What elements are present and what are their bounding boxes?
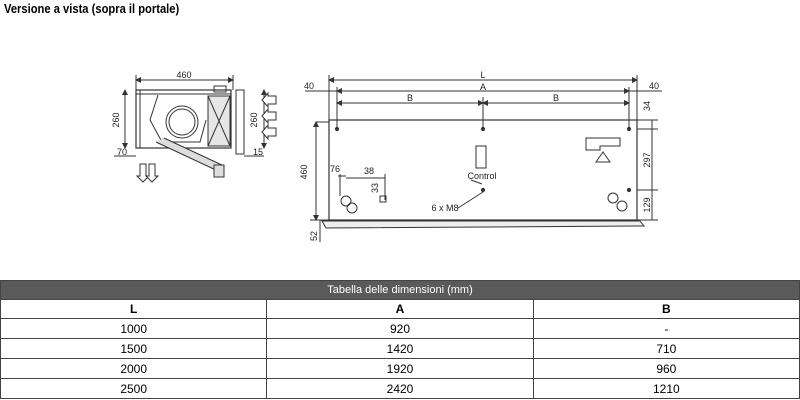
side-dim-bottom-left: 70 <box>116 147 128 157</box>
front-dim-38: 38 <box>363 166 375 176</box>
front-dim-34: 34 <box>642 100 652 112</box>
column-header-L: L <box>1 300 267 319</box>
column-header-A: A <box>267 300 533 319</box>
front-dim-left-offset: 40 <box>303 81 315 91</box>
front-dim-129: 129 <box>642 197 652 213</box>
page-title: Versione a vista (sopra il portale) <box>4 1 180 16</box>
table-cell: 710 <box>533 339 799 359</box>
table-row <box>1 359 800 379</box>
table-cell: 1920 <box>267 359 533 379</box>
table-cell: 1500 <box>1 339 267 359</box>
side-dim-height-right: 260 <box>249 112 259 128</box>
front-dim-height: 460 <box>299 164 309 180</box>
table-row <box>1 319 800 339</box>
column-header-B: B <box>533 300 799 319</box>
table-cell: 960 <box>533 359 799 379</box>
side-dim-height-left: 260 <box>111 112 121 128</box>
dimensions-table <box>0 280 800 399</box>
side-dim-bottom-right: 15 <box>252 147 264 157</box>
front-dim-A: A <box>479 82 487 92</box>
bolts-label: 6 x M8 <box>431 203 459 213</box>
front-dim-76: 76 <box>329 164 341 174</box>
front-dim-33: 33 <box>370 182 380 194</box>
table-cell: 920 <box>267 319 533 339</box>
table-title: Tabella delle dimensioni (mm) <box>1 281 800 300</box>
table-cell: - <box>533 319 799 339</box>
table-cell: 2420 <box>267 379 533 399</box>
front-view <box>305 75 662 242</box>
front-dim-B-left: B <box>406 93 414 103</box>
table-cell: 1210 <box>533 379 799 399</box>
table-cell: 1420 <box>267 339 533 359</box>
table-row <box>1 379 800 399</box>
front-dim-right-offset: 40 <box>648 81 660 91</box>
side-dim-width: 460 <box>176 70 192 80</box>
front-dim-52: 52 <box>309 230 319 242</box>
control-label: Control <box>467 171 497 181</box>
front-dim-297: 297 <box>642 152 652 168</box>
table-cell: 2500 <box>1 379 267 399</box>
table-cell: 1000 <box>1 319 267 339</box>
table-row <box>1 339 800 359</box>
front-dim-B-right: B <box>552 93 560 103</box>
front-dim-L: L <box>480 70 486 80</box>
table-cell: 2000 <box>1 359 267 379</box>
